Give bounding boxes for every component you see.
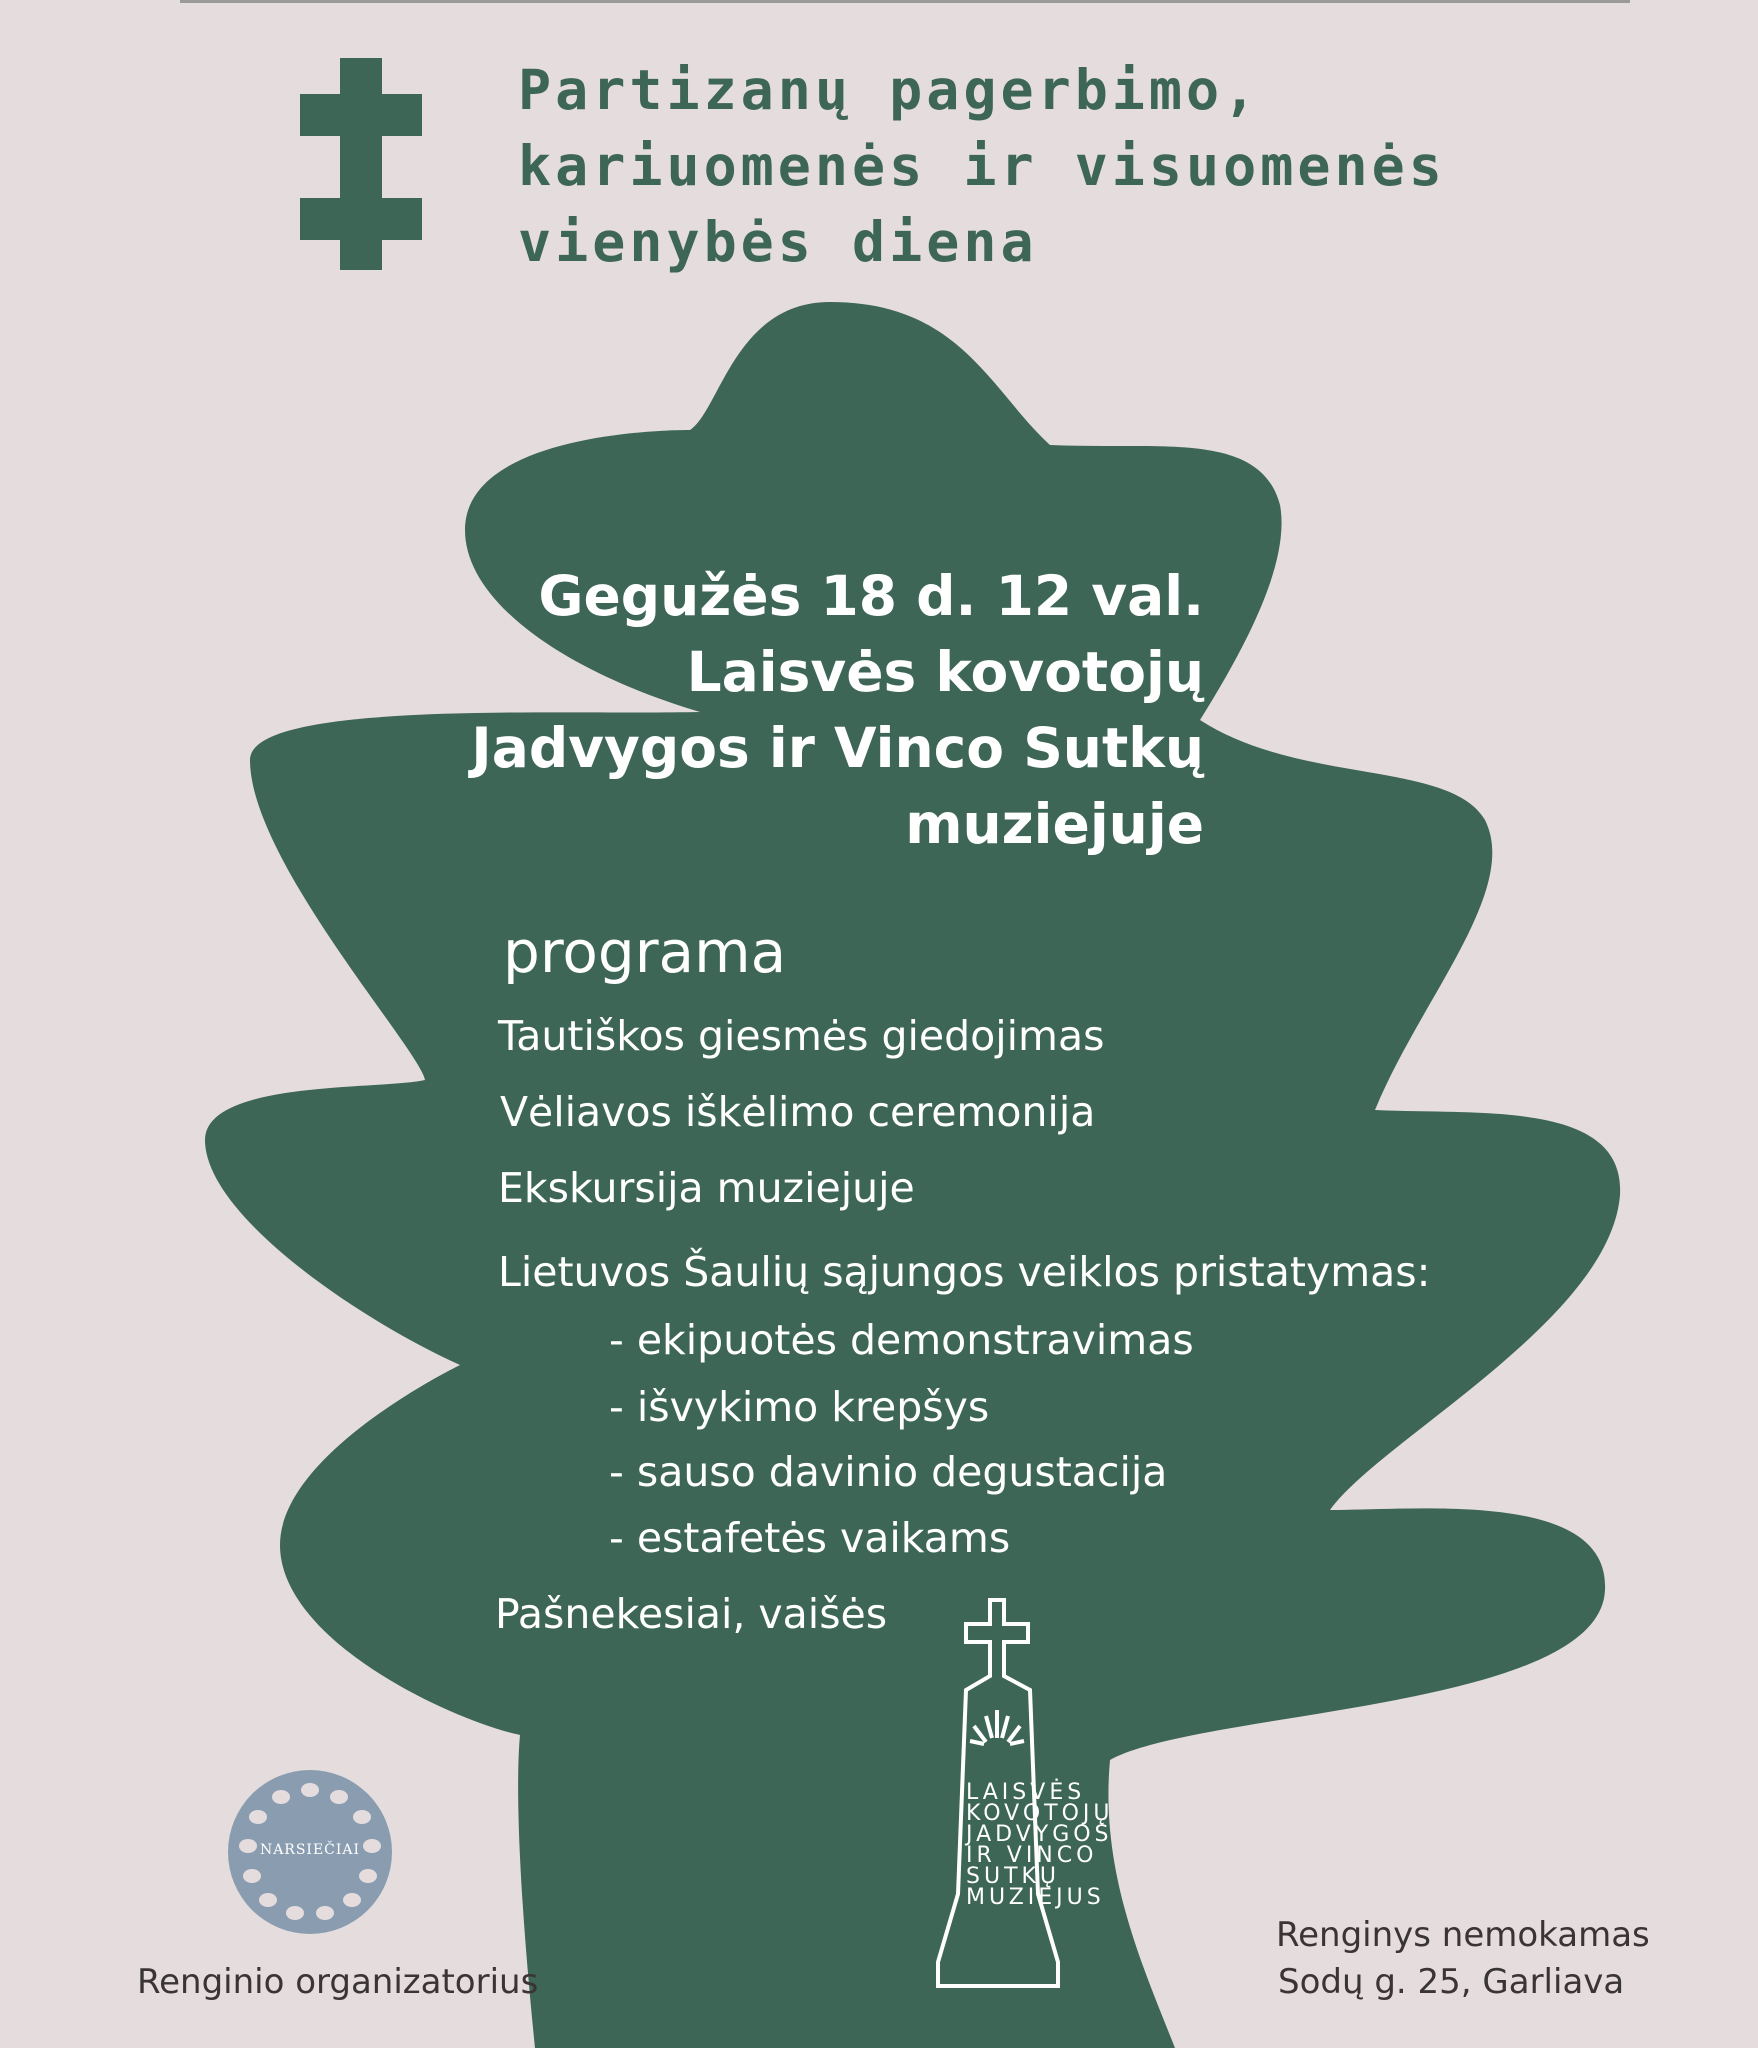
program-item: Ekskursija muziejuje <box>498 1164 915 1212</box>
program-item: Lietuvos Šaulių sąjungos veiklos pristatymas: <box>498 1248 1431 1296</box>
page-title <box>518 52 1446 280</box>
museum-logo-line: JADVYGOS <box>966 1822 1113 1847</box>
program-subitem: - ekipuotės demonstravimas <box>609 1316 1194 1364</box>
program-subitem: - sauso davinio degustacija <box>609 1448 1168 1496</box>
title-line-2: kariuomenės ir visuomenės <box>518 134 1446 198</box>
event-date: Gegužės 18 d. 12 val. <box>538 564 1204 628</box>
program-item: Pašnekesiai, vaišės <box>495 1590 888 1638</box>
museum-logo-line: LAISVĖS <box>966 1780 1086 1805</box>
museum-logo-text <box>966 1782 1113 1908</box>
event-place-line-2: Jadvygos ir Vinco Sutkų <box>471 716 1204 780</box>
double-cross-icon <box>300 58 422 270</box>
organizer-label: Renginio organizatorius <box>137 1962 539 2002</box>
organizer-logo-text: NARSIEČIAI <box>259 1842 361 1858</box>
museum-logo-line: IR VINCO <box>966 1843 1098 1868</box>
free-entry-note: Renginys nemokamas <box>1276 1915 1650 1955</box>
program-item: Vėliavos iškėlimo ceremonija <box>500 1088 1096 1136</box>
museum-logo-line: MUZIEJUS <box>966 1885 1105 1910</box>
event-info <box>471 558 1204 862</box>
program-subitem: - išvykimo krepšys <box>609 1383 990 1431</box>
program-item: Tautiškos giesmės giedojimas <box>498 1012 1105 1060</box>
event-place-line-1: Laisvės kovotojų <box>686 640 1204 704</box>
address: Sodų g. 25, Garliava <box>1278 1962 1625 2002</box>
title-line-1: Partizanų pagerbimo, <box>518 58 1261 122</box>
museum-logo-line: SUTKŲ <box>966 1864 1061 1889</box>
title-line-3: vienybės diena <box>518 210 1038 274</box>
museum-logo-line: KOVOTOJŲ <box>966 1801 1114 1826</box>
program-subitem: - estafetės vaikams <box>609 1514 1011 1562</box>
event-place-line-3: muziejuje <box>905 792 1204 856</box>
program-heading: programa <box>503 918 787 986</box>
